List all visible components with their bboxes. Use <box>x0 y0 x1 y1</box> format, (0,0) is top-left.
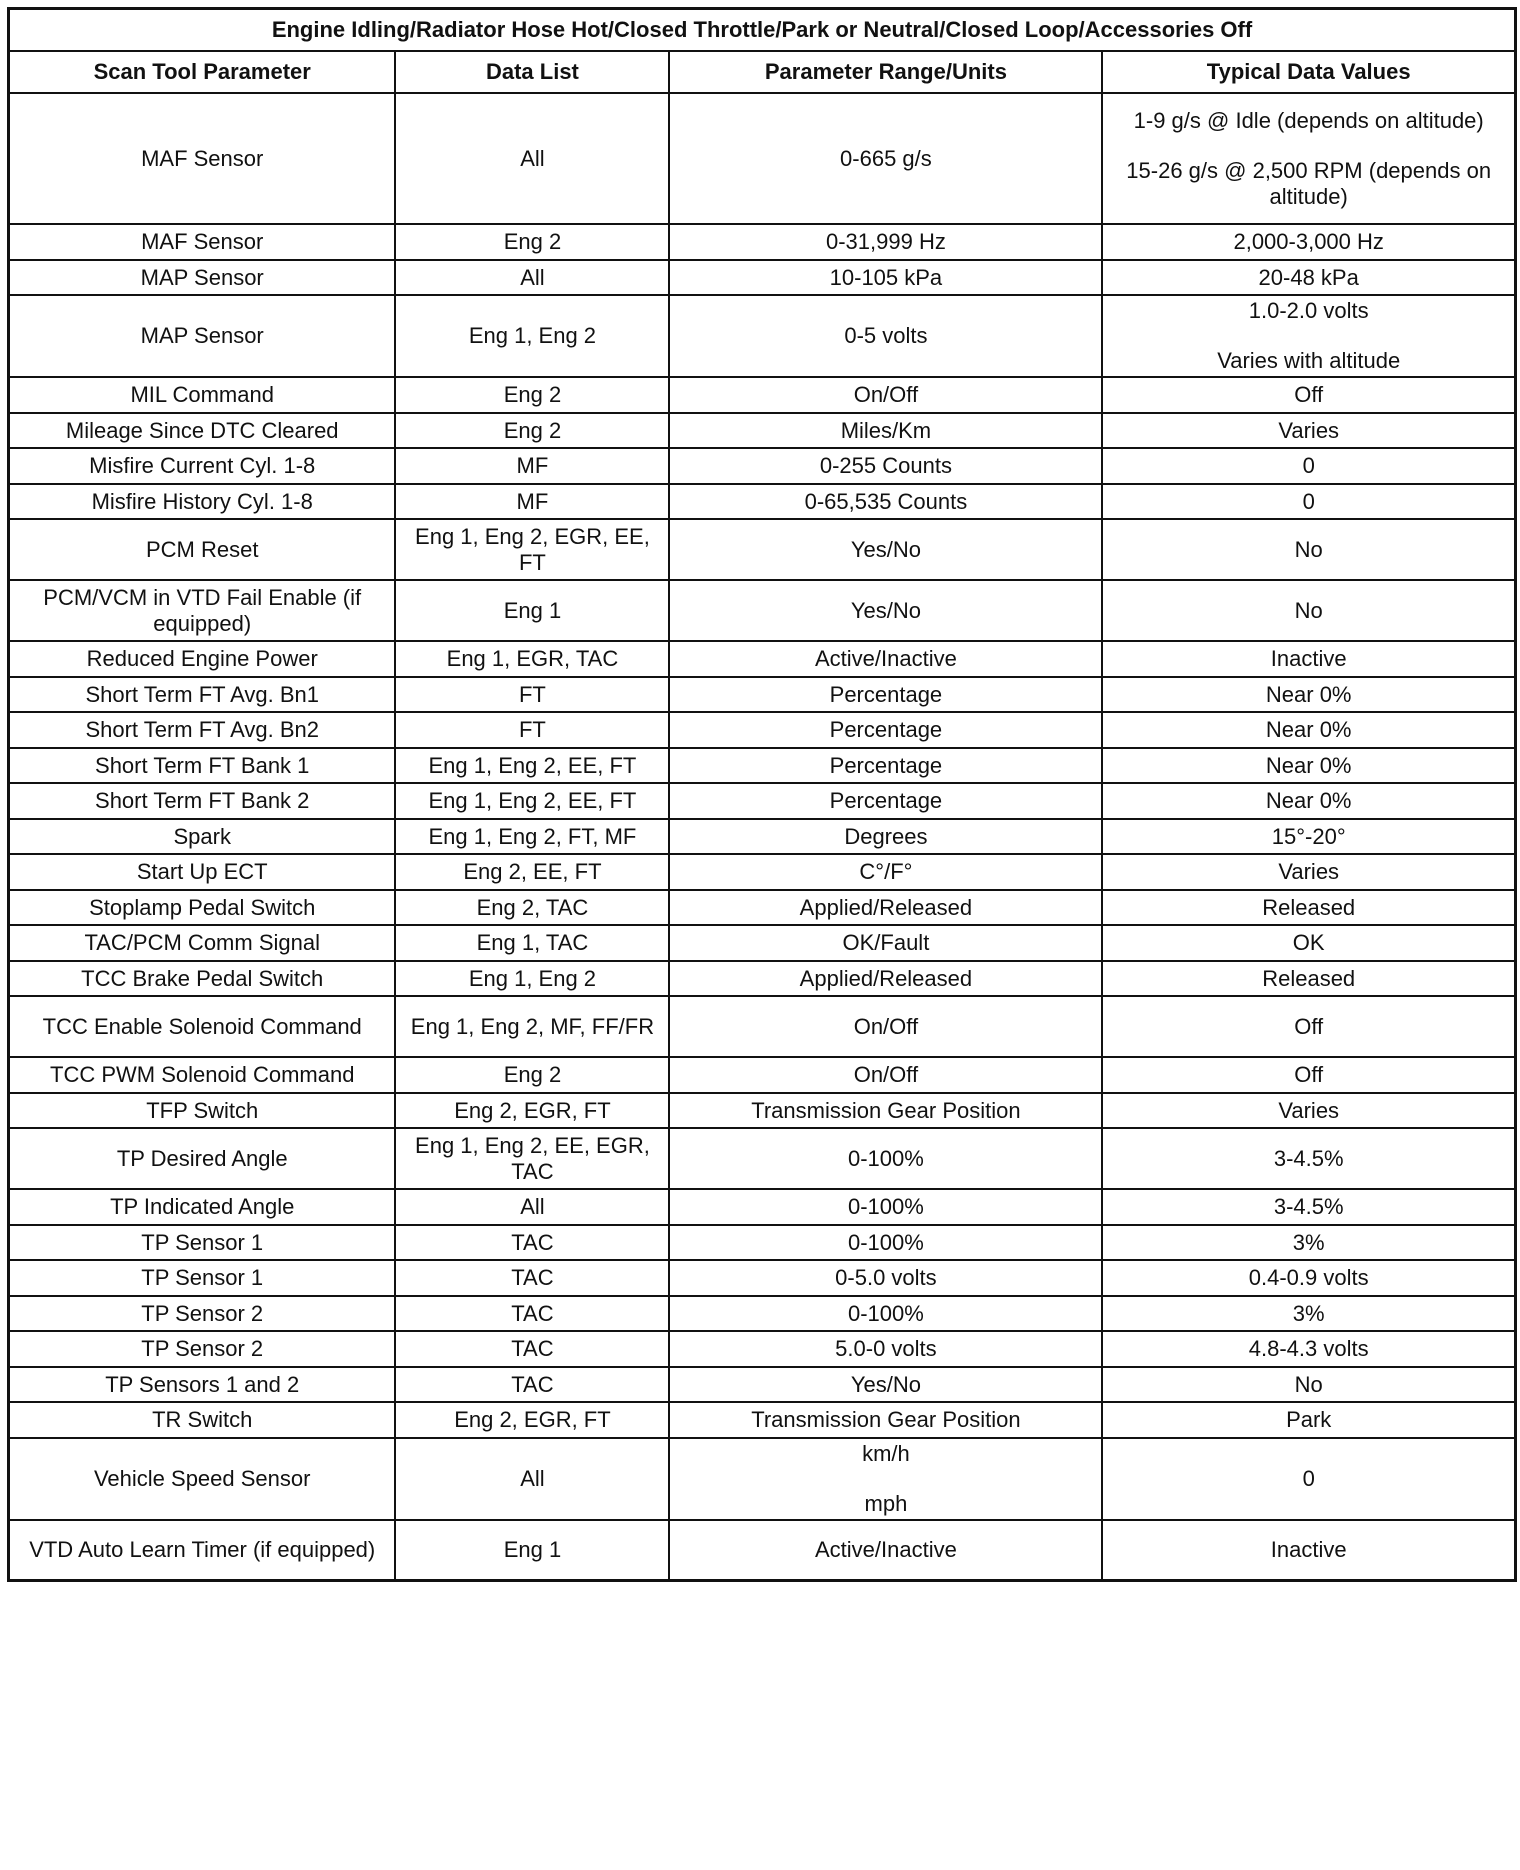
typical-value-cell-line: Released <box>1262 965 1356 991</box>
table-body <box>9 93 1516 1580</box>
data-list-cell: All <box>395 93 669 224</box>
table-row <box>9 580 1516 641</box>
range-units-cell-line: Degrees <box>844 823 928 849</box>
range-units-cell-line: 0-100% <box>847 1300 924 1326</box>
typical-value-cell <box>1102 1057 1515 1093</box>
typical-value-cell-line: 0.4-0.9 volts <box>1248 1265 1369 1290</box>
table-row <box>9 890 1516 925</box>
parameter-cell: MAF Sensor <box>9 93 396 224</box>
typical-value-cell-line: 3-4.5% <box>1273 1145 1344 1171</box>
range-units-cell <box>669 1402 1102 1438</box>
typical-value-cell-line: 15-26 g/s @ 2,500 RPM (depends on altitude) <box>1126 157 1492 209</box>
data-list-cell: Eng 1, Eng 2 <box>395 961 669 996</box>
typical-value-cell-line: 1-9 g/s @ Idle (depends on altitude) <box>1133 107 1484 133</box>
table-row <box>9 1093 1516 1128</box>
typical-value-cell-line: Varies <box>1278 859 1340 884</box>
range-units-cell-line: Active/Inactive <box>814 646 957 671</box>
parameter-cell: Short Term FT Bank 1 <box>9 748 396 783</box>
data-list-cell: TAC <box>395 1225 669 1260</box>
typical-value-cell <box>1102 448 1515 484</box>
range-units-cell <box>669 1260 1102 1296</box>
table-row <box>9 484 1516 519</box>
range-units-cell <box>669 677 1102 712</box>
parameter-cell: TP Sensor 1 <box>9 1260 396 1296</box>
data-list-cell: TAC <box>395 1260 669 1296</box>
data-list-cell: Eng 1, Eng 2, EGR, EE, FT <box>395 519 669 580</box>
table-row <box>9 448 1516 484</box>
typical-value-cell-line: 0 <box>1302 1466 1315 1491</box>
data-list-cell: FT <box>395 677 669 712</box>
range-units-cell <box>669 819 1102 854</box>
parameter-cell: Reduced Engine Power <box>9 641 396 677</box>
range-units-cell-line: Percentage <box>829 752 943 778</box>
typical-value-cell <box>1102 580 1515 641</box>
range-units-cell <box>669 1057 1102 1093</box>
range-units-cell-line: OK/Fault <box>842 930 930 955</box>
range-units-cell-line: Applied/Released <box>799 965 973 991</box>
range-units-cell-line: Percentage <box>829 788 943 813</box>
typical-value-cell <box>1102 93 1515 224</box>
table-row <box>9 519 1516 580</box>
table-row <box>9 1189 1516 1225</box>
table-row <box>9 748 1516 783</box>
range-units-cell <box>669 961 1102 996</box>
data-list-cell: All <box>395 1438 669 1520</box>
range-units-cell-line: Yes/No <box>850 597 921 623</box>
typical-value-cell <box>1102 677 1515 712</box>
table-row <box>9 819 1516 854</box>
typical-value-cell <box>1102 224 1515 260</box>
data-list-cell: Eng 1, Eng 2, FT, MF <box>395 819 669 854</box>
data-list-cell: Eng 1 <box>395 1520 669 1580</box>
range-units-cell-line: Transmission Gear Position <box>751 1407 1021 1432</box>
parameter-cell: Spark <box>9 819 396 854</box>
parameter-cell: TP Sensor 1 <box>9 1225 396 1260</box>
table-title: Engine Idling/Radiator Hose Hot/Closed Throttle/Park or Neutral/Closed Loop/Accessories Off <box>9 9 1516 52</box>
typical-value-cell-line: 3% <box>1292 1300 1325 1326</box>
range-units-cell-line: 0-5.0 volts <box>835 1265 937 1290</box>
range-units-cell <box>669 519 1102 580</box>
table-row <box>9 224 1516 260</box>
data-list-cell: All <box>395 260 669 295</box>
range-units-cell-line: Yes/No <box>850 1371 921 1397</box>
table-row <box>9 1225 1516 1260</box>
typical-value-cell-line: 15°-20° <box>1271 823 1346 849</box>
data-list-cell: Eng 1 <box>395 580 669 641</box>
typical-value-cell <box>1102 854 1515 890</box>
typical-value-cell <box>1102 413 1515 448</box>
table-row <box>9 1296 1516 1331</box>
range-units-cell-line: Percentage <box>829 681 943 707</box>
parameter-cell: Short Term FT Avg. Bn2 <box>9 712 396 748</box>
typical-value-cell-line: 1.0-2.0 volts <box>1248 298 1369 323</box>
typical-value-cell <box>1102 925 1515 961</box>
parameter-cell: TAC/PCM Comm Signal <box>9 925 396 961</box>
data-list-cell: Eng 2 <box>395 377 669 413</box>
typical-value-cell-line: Off <box>1294 382 1324 407</box>
typical-value-cell <box>1102 1520 1515 1580</box>
typical-value-cell-line: 0 <box>1302 488 1315 514</box>
data-list-cell: Eng 1, TAC <box>395 925 669 961</box>
table-row <box>9 925 1516 961</box>
typical-value-cell <box>1102 295 1515 377</box>
range-units-cell <box>669 1331 1102 1367</box>
data-list-cell: Eng 2, EGR, FT <box>395 1093 669 1128</box>
range-units-cell <box>669 783 1102 819</box>
parameter-cell: Misfire Current Cyl. 1-8 <box>9 448 396 484</box>
range-units-cell <box>669 1189 1102 1225</box>
typical-value-cell-line: Released <box>1262 894 1356 920</box>
typical-value-cell <box>1102 1402 1515 1438</box>
typical-value-cell-line: 3-4.5% <box>1273 1194 1344 1219</box>
data-list-cell: MF <box>395 448 669 484</box>
range-units-cell <box>669 854 1102 890</box>
table-row <box>9 1402 1516 1438</box>
table-row <box>9 1367 1516 1402</box>
range-units-cell-line: 0-31,999 Hz <box>825 229 946 254</box>
range-units-cell-line: Yes/No <box>850 536 921 562</box>
typical-value-cell <box>1102 961 1515 996</box>
parameter-cell: TP Sensors 1 and 2 <box>9 1367 396 1402</box>
parameter-cell: VTD Auto Learn Timer (if equipped) <box>9 1520 396 1580</box>
typical-value-cell-line: 3% <box>1292 1229 1325 1255</box>
typical-value-cell <box>1102 783 1515 819</box>
range-units-cell-line: Transmission Gear Position <box>751 1097 1021 1123</box>
parameter-cell: PCM/VCM in VTD Fail Enable (if equipped) <box>9 580 396 641</box>
range-units-cell <box>669 1225 1102 1260</box>
data-list-cell: Eng 1, Eng 2, EE, FT <box>395 783 669 819</box>
range-units-cell-line: 0-665 g/s <box>840 145 932 171</box>
typical-value-cell-line: Off <box>1294 1062 1324 1087</box>
typical-value-cell <box>1102 712 1515 748</box>
table-row <box>9 1128 1516 1189</box>
parameter-cell: PCM Reset <box>9 519 396 580</box>
data-list-cell: MF <box>395 484 669 519</box>
table-row <box>9 413 1516 448</box>
range-units-cell-line: On/Off <box>853 1013 919 1039</box>
data-list-cell: Eng 2 <box>395 224 669 260</box>
typical-value-cell <box>1102 484 1515 519</box>
typical-value-cell-line: Inactive <box>1270 1536 1347 1562</box>
range-units-cell <box>669 748 1102 783</box>
table-row <box>9 961 1516 996</box>
typical-value-cell-line: Off <box>1294 1013 1324 1039</box>
table-row <box>9 1520 1516 1580</box>
data-list-cell: Eng 1, Eng 2 <box>395 295 669 377</box>
range-units-cell-line: Active/Inactive <box>814 1536 957 1562</box>
table-row <box>9 677 1516 712</box>
typical-value-cell <box>1102 1260 1515 1296</box>
range-units-cell-line: mph <box>864 1491 908 1516</box>
column-header-parameter: Scan Tool Parameter <box>9 51 396 93</box>
parameter-cell: TP Sensor 2 <box>9 1331 396 1367</box>
range-units-cell <box>669 377 1102 413</box>
data-list-cell: TAC <box>395 1296 669 1331</box>
typical-value-cell-line: Varies <box>1278 1097 1340 1123</box>
range-units-cell-line: 0-100% <box>847 1145 924 1171</box>
range-units-cell <box>669 93 1102 224</box>
range-units-cell-line: 10-105 kPa <box>829 264 943 290</box>
parameter-cell: TFP Switch <box>9 1093 396 1128</box>
range-units-cell-line: Percentage <box>829 717 943 742</box>
scan-tool-data-table <box>7 7 1517 1582</box>
typical-value-cell-line: Park <box>1286 1407 1332 1432</box>
range-units-cell <box>669 448 1102 484</box>
table-row <box>9 996 1516 1057</box>
parameter-cell: TP Indicated Angle <box>9 1189 396 1225</box>
typical-value-cell <box>1102 1225 1515 1260</box>
typical-value-cell <box>1102 1367 1515 1402</box>
typical-value-cell <box>1102 1128 1515 1189</box>
parameter-cell: Short Term FT Avg. Bn1 <box>9 677 396 712</box>
range-units-cell-line: 0-100% <box>847 1194 924 1219</box>
typical-value-cell-line: No <box>1294 597 1323 623</box>
typical-value-cell <box>1102 1438 1515 1520</box>
range-units-cell-line: Miles/Km <box>840 417 932 443</box>
typical-value-cell-line: Varies with altitude <box>1217 348 1401 373</box>
table-row <box>9 854 1516 890</box>
parameter-cell: MIL Command <box>9 377 396 413</box>
typical-value-cell-line: 2,000-3,000 Hz <box>1233 229 1384 254</box>
range-units-cell <box>669 1520 1102 1580</box>
typical-value-cell-line: Near 0% <box>1265 788 1352 813</box>
range-units-cell <box>669 580 1102 641</box>
typical-value-cell-line: Near 0% <box>1265 752 1352 778</box>
data-list-cell: Eng 1, EGR, TAC <box>395 641 669 677</box>
typical-value-cell-line: No <box>1294 1371 1323 1397</box>
typical-value-cell-line: OK <box>1292 930 1325 955</box>
range-units-cell-line: 0-255 Counts <box>819 453 952 478</box>
data-list-cell: Eng 2 <box>395 413 669 448</box>
range-units-cell <box>669 1296 1102 1331</box>
data-list-cell: Eng 2, TAC <box>395 890 669 925</box>
parameter-cell: TP Sensor 2 <box>9 1296 396 1331</box>
range-units-cell <box>669 224 1102 260</box>
data-list-cell: Eng 1, Eng 2, EE, EGR, TAC <box>395 1128 669 1189</box>
column-header-data-list: Data List <box>395 51 669 93</box>
range-units-cell <box>669 1093 1102 1128</box>
range-units-cell <box>669 641 1102 677</box>
table-row <box>9 1057 1516 1093</box>
typical-value-cell <box>1102 641 1515 677</box>
typical-value-cell <box>1102 1189 1515 1225</box>
range-units-cell <box>669 1128 1102 1189</box>
typical-value-cell-line: Varies <box>1278 417 1340 443</box>
parameter-cell: Short Term FT Bank 2 <box>9 783 396 819</box>
parameter-cell: Mileage Since DTC Cleared <box>9 413 396 448</box>
data-list-cell: Eng 2, EGR, FT <box>395 1402 669 1438</box>
parameter-cell: Start Up ECT <box>9 854 396 890</box>
typical-value-cell-line: 20-48 kPa <box>1258 264 1359 290</box>
parameter-cell: TCC PWM Solenoid Command <box>9 1057 396 1093</box>
range-units-cell-line: 0-65,535 Counts <box>804 488 968 514</box>
parameter-cell: Stoplamp Pedal Switch <box>9 890 396 925</box>
typical-value-cell-line: Near 0% <box>1265 681 1352 707</box>
data-list-cell: TAC <box>395 1331 669 1367</box>
parameter-cell: Misfire History Cyl. 1-8 <box>9 484 396 519</box>
table-row <box>9 1438 1516 1520</box>
range-units-cell-line: 5.0-0 volts <box>835 1336 937 1361</box>
range-units-cell-line: 0-100% <box>847 1229 924 1255</box>
data-list-cell: Eng 2 <box>395 1057 669 1093</box>
table-row <box>9 1260 1516 1296</box>
range-units-cell <box>669 484 1102 519</box>
scan-tool-data-sheet <box>7 7 1517 1582</box>
typical-value-cell-line: No <box>1294 536 1323 562</box>
table-row <box>9 783 1516 819</box>
table-row <box>9 377 1516 413</box>
parameter-cell: Vehicle Speed Sensor <box>9 1438 396 1520</box>
typical-value-cell-line: 0 <box>1302 453 1315 478</box>
typical-value-cell <box>1102 890 1515 925</box>
typical-value-cell <box>1102 996 1515 1057</box>
parameter-cell: TR Switch <box>9 1402 396 1438</box>
typical-value-cell <box>1102 260 1515 295</box>
typical-value-cell <box>1102 377 1515 413</box>
typical-value-cell <box>1102 519 1515 580</box>
range-units-cell <box>669 712 1102 748</box>
range-units-cell <box>669 1367 1102 1402</box>
table-row <box>9 93 1516 224</box>
parameter-cell: TP Desired Angle <box>9 1128 396 1189</box>
data-list-cell: FT <box>395 712 669 748</box>
table-row <box>9 295 1516 377</box>
data-list-cell: TAC <box>395 1367 669 1402</box>
range-units-cell <box>669 260 1102 295</box>
column-header-typical-values: Typical Data Values <box>1102 51 1515 93</box>
range-units-cell-line: C°/F° <box>859 859 913 884</box>
typical-value-cell <box>1102 1331 1515 1367</box>
parameter-cell: TCC Brake Pedal Switch <box>9 961 396 996</box>
data-list-cell: Eng 2, EE, FT <box>395 854 669 890</box>
range-units-cell <box>669 295 1102 377</box>
range-units-cell-line: Applied/Released <box>799 894 973 920</box>
typical-value-cell <box>1102 1296 1515 1331</box>
range-units-cell <box>669 413 1102 448</box>
range-units-cell-line: On/Off <box>853 1062 919 1087</box>
data-list-cell: All <box>395 1189 669 1225</box>
range-units-cell-line: On/Off <box>853 382 919 407</box>
range-units-cell-line: km/h <box>862 1441 910 1466</box>
typical-value-cell <box>1102 748 1515 783</box>
typical-value-cell-line: Inactive <box>1270 646 1347 671</box>
range-units-cell <box>669 890 1102 925</box>
data-list-cell: Eng 1, Eng 2, EE, FT <box>395 748 669 783</box>
data-list-cell: Eng 1, Eng 2, MF, FF/FR <box>395 996 669 1057</box>
column-header-range-units: Parameter Range/Units <box>669 51 1102 93</box>
table-row <box>9 641 1516 677</box>
range-units-cell <box>669 996 1102 1057</box>
range-units-cell <box>669 925 1102 961</box>
table-row <box>9 260 1516 295</box>
range-units-cell-line: 0-5 volts <box>844 323 928 348</box>
table-row <box>9 1331 1516 1367</box>
typical-value-cell <box>1102 819 1515 854</box>
table-row <box>9 712 1516 748</box>
typical-value-cell-line: 4.8-4.3 volts <box>1248 1336 1369 1361</box>
parameter-cell: MAP Sensor <box>9 260 396 295</box>
typical-value-cell <box>1102 1093 1515 1128</box>
parameter-cell: MAP Sensor <box>9 295 396 377</box>
parameter-cell: MAF Sensor <box>9 224 396 260</box>
range-units-cell <box>669 1438 1102 1520</box>
parameter-cell: TCC Enable Solenoid Command <box>9 996 396 1057</box>
typical-value-cell-line: Near 0% <box>1265 717 1352 742</box>
